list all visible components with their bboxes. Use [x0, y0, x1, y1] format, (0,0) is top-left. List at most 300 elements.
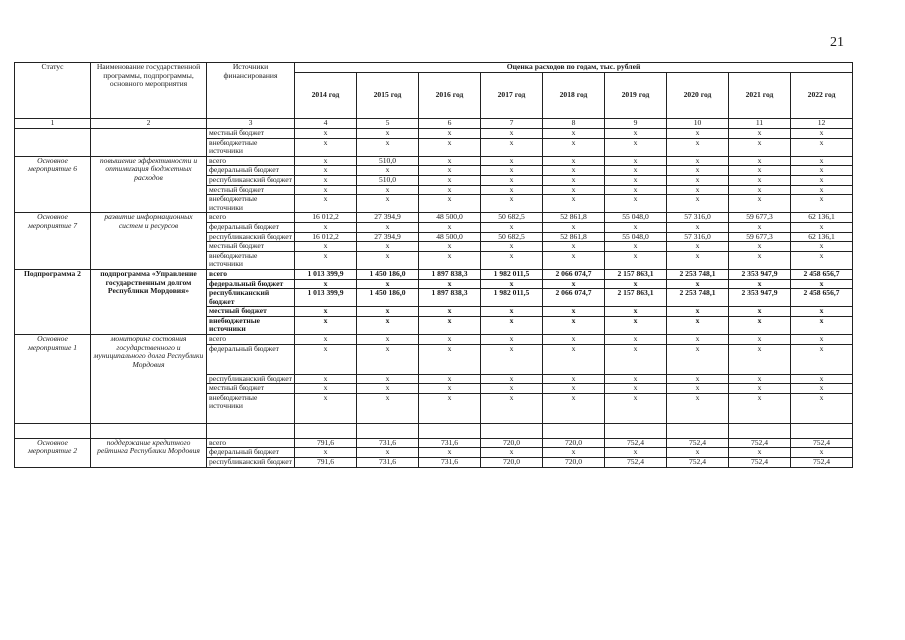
- amount-cell: 1 897 838,3: [419, 289, 481, 307]
- amount-cell: х: [543, 448, 605, 458]
- amount-cell: х: [357, 251, 419, 269]
- amount-cell: х: [791, 175, 853, 185]
- amount-cell: х: [729, 393, 791, 423]
- amount-cell: х: [357, 384, 419, 394]
- amount-cell: х: [791, 138, 853, 156]
- amount-cell: х: [419, 222, 481, 232]
- row-status: Основное мероприятие 1: [15, 335, 91, 424]
- amount-cell: х: [605, 185, 667, 195]
- amount-cell: 752,4: [605, 438, 667, 448]
- amount-cell: 2 253 748,1: [667, 289, 729, 307]
- amount-cell: х: [357, 344, 419, 374]
- header-year: 2015 год: [357, 73, 419, 119]
- amount-cell: х: [543, 307, 605, 317]
- header-year: 2022 год: [791, 73, 853, 119]
- amount-cell: х: [543, 335, 605, 345]
- amount-cell: х: [481, 166, 543, 176]
- amount-cell: х: [543, 374, 605, 384]
- amount-cell: 27 394,9: [357, 232, 419, 242]
- amount-cell: 52 861,8: [543, 232, 605, 242]
- funding-source: местный бюджет: [207, 185, 295, 195]
- amount-cell: 62 136,1: [791, 232, 853, 242]
- funding-source: внебюджетные источники: [207, 393, 295, 423]
- amount-cell: х: [667, 195, 729, 213]
- amount-cell: 2 353 947,9: [729, 289, 791, 307]
- amount-cell: х: [543, 316, 605, 334]
- amount-cell: 27 394,9: [357, 213, 419, 223]
- amount-cell: х: [543, 175, 605, 185]
- amount-cell: 2 066 074,7: [543, 269, 605, 279]
- empty-cell: [207, 423, 295, 438]
- column-index: 1: [15, 119, 91, 129]
- funding-source: внебюджетные источники: [207, 138, 295, 156]
- funding-source: республиканский бюджет: [207, 175, 295, 185]
- amount-cell: х: [791, 279, 853, 289]
- amount-cell: х: [481, 138, 543, 156]
- amount-cell: х: [543, 138, 605, 156]
- table-body: [15, 129, 853, 468]
- row-status: Основное мероприятие 6: [15, 156, 91, 213]
- header-year: 2016 год: [419, 73, 481, 119]
- amount-cell: х: [605, 242, 667, 252]
- column-index: 6: [419, 119, 481, 129]
- table-row: [15, 213, 853, 223]
- amount-cell: х: [605, 344, 667, 374]
- amount-cell: х: [543, 242, 605, 252]
- amount-cell: 1 013 399,9: [295, 269, 357, 279]
- amount-cell: х: [357, 307, 419, 317]
- amount-cell: х: [419, 307, 481, 317]
- amount-cell: х: [729, 175, 791, 185]
- amount-cell: х: [605, 374, 667, 384]
- amount-cell: 52 861,8: [543, 213, 605, 223]
- header-estimate: Оценка расходов по годам, тыс. рублей: [295, 63, 853, 73]
- column-index: 7: [481, 119, 543, 129]
- amount-cell: х: [295, 242, 357, 252]
- funding-source: внебюджетные источники: [207, 195, 295, 213]
- table-row: [15, 438, 853, 448]
- amount-cell: х: [667, 307, 729, 317]
- amount-cell: х: [605, 175, 667, 185]
- amount-cell: х: [419, 242, 481, 252]
- amount-cell: х: [667, 384, 729, 394]
- amount-cell: х: [357, 374, 419, 384]
- funding-source: республиканский бюджет: [207, 232, 295, 242]
- funding-source: всего: [207, 438, 295, 448]
- amount-cell: х: [419, 335, 481, 345]
- empty-cell: [481, 423, 543, 438]
- row-activity-name: [91, 129, 207, 157]
- amount-cell: 720,0: [481, 458, 543, 468]
- funding-source: внебюджетные источники: [207, 316, 295, 334]
- amount-cell: х: [357, 195, 419, 213]
- column-index: 4: [295, 119, 357, 129]
- amount-cell: х: [667, 166, 729, 176]
- amount-cell: 731,6: [357, 458, 419, 468]
- header-year: 2020 год: [667, 73, 729, 119]
- amount-cell: х: [543, 129, 605, 139]
- amount-cell: 62 136,1: [791, 213, 853, 223]
- amount-cell: х: [791, 185, 853, 195]
- amount-cell: х: [791, 335, 853, 345]
- amount-cell: х: [295, 384, 357, 394]
- page-number: 21: [830, 35, 844, 50]
- header-year: 2018 год: [543, 73, 605, 119]
- empty-cell: [605, 423, 667, 438]
- funding-source: федеральный бюджет: [207, 166, 295, 176]
- header-year: 2014 год: [295, 73, 357, 119]
- amount-cell: х: [295, 374, 357, 384]
- column-index: 5: [357, 119, 419, 129]
- amount-cell: 752,4: [605, 458, 667, 468]
- table-row: [15, 156, 853, 166]
- amount-cell: х: [791, 166, 853, 176]
- amount-cell: х: [791, 374, 853, 384]
- funding-source: федеральный бюджет: [207, 279, 295, 289]
- amount-cell: х: [791, 222, 853, 232]
- amount-cell: х: [481, 251, 543, 269]
- column-index: 12: [791, 119, 853, 129]
- amount-cell: х: [419, 166, 481, 176]
- amount-cell: х: [729, 448, 791, 458]
- amount-cell: х: [481, 175, 543, 185]
- amount-cell: х: [419, 195, 481, 213]
- amount-cell: 55 048,0: [605, 232, 667, 242]
- amount-cell: х: [667, 393, 729, 423]
- amount-cell: х: [605, 138, 667, 156]
- amount-cell: х: [481, 195, 543, 213]
- amount-cell: х: [605, 279, 667, 289]
- amount-cell: 50 682,5: [481, 213, 543, 223]
- amount-cell: х: [667, 138, 729, 156]
- amount-cell: х: [543, 195, 605, 213]
- header-year: 2019 год: [605, 73, 667, 119]
- amount-cell: х: [791, 195, 853, 213]
- amount-cell: х: [543, 384, 605, 394]
- row-status: Основное мероприятие 7: [15, 213, 91, 270]
- amount-cell: х: [729, 344, 791, 374]
- amount-cell: х: [481, 242, 543, 252]
- amount-cell: х: [729, 138, 791, 156]
- amount-cell: х: [481, 156, 543, 166]
- amount-cell: 752,4: [667, 438, 729, 448]
- amount-cell: 2 353 947,9: [729, 269, 791, 279]
- amount-cell: х: [605, 335, 667, 345]
- amount-cell: 720,0: [543, 458, 605, 468]
- amount-cell: х: [419, 384, 481, 394]
- amount-cell: х: [295, 129, 357, 139]
- amount-cell: х: [605, 195, 667, 213]
- amount-cell: х: [791, 384, 853, 394]
- amount-cell: х: [667, 335, 729, 345]
- header-year: 2021 год: [729, 73, 791, 119]
- amount-cell: х: [605, 129, 667, 139]
- amount-cell: х: [481, 374, 543, 384]
- amount-cell: х: [667, 175, 729, 185]
- amount-cell: х: [729, 195, 791, 213]
- funding-source: местный бюджет: [207, 129, 295, 139]
- amount-cell: 2 066 074,7: [543, 289, 605, 307]
- amount-cell: х: [295, 316, 357, 334]
- amount-cell: х: [481, 344, 543, 374]
- amount-cell: х: [357, 129, 419, 139]
- amount-cell: х: [543, 185, 605, 195]
- amount-cell: х: [729, 185, 791, 195]
- amount-cell: х: [791, 316, 853, 334]
- column-index: 3: [207, 119, 295, 129]
- amount-cell: х: [543, 251, 605, 269]
- header-year: 2017 год: [481, 73, 543, 119]
- amount-cell: 57 316,0: [667, 213, 729, 223]
- amount-cell: х: [667, 344, 729, 374]
- funding-source: всего: [207, 269, 295, 279]
- amount-cell: х: [605, 222, 667, 232]
- amount-cell: х: [481, 307, 543, 317]
- amount-cell: х: [295, 185, 357, 195]
- amount-cell: 510,0: [357, 175, 419, 185]
- amount-cell: х: [481, 335, 543, 345]
- amount-cell: х: [791, 448, 853, 458]
- amount-cell: 1 982 011,5: [481, 289, 543, 307]
- column-index: 9: [605, 119, 667, 129]
- funding-source: внебюджетные источники: [207, 251, 295, 269]
- amount-cell: х: [791, 344, 853, 374]
- amount-cell: х: [357, 185, 419, 195]
- amount-cell: 1 013 399,9: [295, 289, 357, 307]
- amount-cell: 752,4: [729, 458, 791, 468]
- amount-cell: х: [419, 344, 481, 374]
- amount-cell: х: [605, 166, 667, 176]
- amount-cell: х: [605, 251, 667, 269]
- empty-cell: [91, 423, 207, 438]
- amount-cell: х: [729, 307, 791, 317]
- amount-cell: х: [667, 242, 729, 252]
- amount-cell: 2 458 656,7: [791, 289, 853, 307]
- column-index: 11: [729, 119, 791, 129]
- amount-cell: х: [481, 448, 543, 458]
- amount-cell: х: [729, 251, 791, 269]
- amount-cell: х: [791, 393, 853, 423]
- column-index: 2: [91, 119, 207, 129]
- amount-cell: х: [605, 384, 667, 394]
- empty-cell: [357, 423, 419, 438]
- amount-cell: 57 316,0: [667, 232, 729, 242]
- amount-cell: х: [357, 316, 419, 334]
- amount-cell: 16 012,2: [295, 213, 357, 223]
- amount-cell: х: [295, 307, 357, 317]
- amount-cell: х: [667, 129, 729, 139]
- amount-cell: х: [543, 166, 605, 176]
- amount-cell: х: [667, 251, 729, 269]
- amount-cell: 2 458 656,7: [791, 269, 853, 279]
- funding-source: всего: [207, 156, 295, 166]
- amount-cell: х: [667, 156, 729, 166]
- amount-cell: х: [295, 335, 357, 345]
- amount-cell: х: [667, 185, 729, 195]
- amount-cell: х: [729, 156, 791, 166]
- amount-cell: 59 677,3: [729, 232, 791, 242]
- empty-cell: [791, 423, 853, 438]
- amount-cell: 50 682,5: [481, 232, 543, 242]
- amount-cell: 2 157 863,1: [605, 289, 667, 307]
- amount-cell: х: [295, 251, 357, 269]
- row-activity-name: развитие информационных систем и ресурсов: [91, 213, 207, 270]
- amount-cell: х: [419, 316, 481, 334]
- amount-cell: 1 450 186,0: [357, 289, 419, 307]
- amount-cell: х: [419, 448, 481, 458]
- amount-cell: х: [295, 393, 357, 423]
- amount-cell: х: [729, 384, 791, 394]
- amount-cell: 48 500,0: [419, 232, 481, 242]
- amount-cell: х: [791, 242, 853, 252]
- amount-cell: х: [605, 316, 667, 334]
- amount-cell: 720,0: [543, 438, 605, 448]
- amount-cell: х: [543, 156, 605, 166]
- amount-cell: х: [295, 344, 357, 374]
- amount-cell: х: [667, 279, 729, 289]
- amount-cell: 16 012,2: [295, 232, 357, 242]
- funding-source: республиканский бюджет: [207, 289, 295, 307]
- amount-cell: 2 253 748,1: [667, 269, 729, 279]
- amount-cell: х: [357, 138, 419, 156]
- amount-cell: х: [357, 335, 419, 345]
- amount-cell: 752,4: [791, 458, 853, 468]
- amount-cell: х: [357, 222, 419, 232]
- amount-cell: х: [543, 279, 605, 289]
- budget-table: [14, 62, 853, 468]
- amount-cell: х: [729, 335, 791, 345]
- amount-cell: 720,0: [481, 438, 543, 448]
- amount-cell: х: [791, 129, 853, 139]
- empty-cell: [295, 423, 357, 438]
- amount-cell: х: [357, 242, 419, 252]
- amount-cell: х: [729, 222, 791, 232]
- column-index: 10: [667, 119, 729, 129]
- header-sources: Источники финансирования: [207, 63, 295, 119]
- amount-cell: х: [729, 279, 791, 289]
- amount-cell: х: [419, 129, 481, 139]
- amount-cell: х: [543, 344, 605, 374]
- amount-cell: 752,4: [791, 438, 853, 448]
- amount-cell: 59 677,3: [729, 213, 791, 223]
- amount-cell: х: [295, 156, 357, 166]
- amount-cell: х: [667, 374, 729, 384]
- amount-cell: х: [791, 156, 853, 166]
- amount-cell: х: [605, 156, 667, 166]
- funding-source: всего: [207, 213, 295, 223]
- amount-cell: х: [481, 393, 543, 423]
- amount-cell: х: [357, 279, 419, 289]
- empty-cell: [15, 423, 91, 438]
- funding-source: федеральный бюджет: [207, 448, 295, 458]
- amount-cell: х: [419, 393, 481, 423]
- amount-cell: 510,0: [357, 156, 419, 166]
- amount-cell: х: [419, 251, 481, 269]
- funding-source: республиканский бюджет: [207, 458, 295, 468]
- amount-cell: 752,4: [729, 438, 791, 448]
- amount-cell: 1 982 011,5: [481, 269, 543, 279]
- amount-cell: 1 897 838,3: [419, 269, 481, 279]
- amount-cell: 55 048,0: [605, 213, 667, 223]
- amount-cell: х: [357, 166, 419, 176]
- header-status: Статус: [15, 63, 91, 119]
- funding-source: федеральный бюджет: [207, 344, 295, 374]
- amount-cell: х: [481, 384, 543, 394]
- amount-cell: х: [543, 393, 605, 423]
- amount-cell: х: [295, 222, 357, 232]
- amount-cell: 791,6: [295, 438, 357, 448]
- amount-cell: х: [605, 393, 667, 423]
- row-activity-name: поддержание кредитного рейтинга Республики Мордовия: [91, 438, 207, 467]
- amount-cell: х: [667, 316, 729, 334]
- amount-cell: х: [419, 374, 481, 384]
- row-status: [15, 129, 91, 157]
- amount-cell: х: [605, 448, 667, 458]
- funding-source: всего: [207, 335, 295, 345]
- amount-cell: 752,4: [667, 458, 729, 468]
- amount-cell: х: [419, 279, 481, 289]
- empty-cell: [667, 423, 729, 438]
- amount-cell: х: [667, 222, 729, 232]
- row-activity-name: мониторинг состояния государственного и муниципального долга Республики Мордовия: [91, 335, 207, 424]
- funding-source: местный бюджет: [207, 242, 295, 252]
- amount-cell: 731,6: [419, 458, 481, 468]
- amount-cell: х: [729, 166, 791, 176]
- amount-cell: х: [791, 307, 853, 317]
- amount-cell: х: [791, 251, 853, 269]
- amount-cell: х: [481, 185, 543, 195]
- row-activity-name: подпрограмма «Управление государственным долгом Республики Мордовия»: [91, 269, 207, 334]
- amount-cell: х: [419, 156, 481, 166]
- row-activity-name: повышение эффективности и оптимизация бюджетных расходов: [91, 156, 207, 213]
- amount-cell: х: [295, 166, 357, 176]
- table-row: [15, 335, 853, 345]
- amount-cell: 731,6: [419, 438, 481, 448]
- table-row: [15, 129, 853, 139]
- amount-cell: х: [729, 129, 791, 139]
- amount-cell: х: [419, 138, 481, 156]
- row-status: Подпрограмма 2: [15, 269, 91, 334]
- amount-cell: х: [481, 129, 543, 139]
- amount-cell: х: [543, 222, 605, 232]
- header-name: Наименование государственной программы, подпрограммы, основного мероприятия: [91, 63, 207, 119]
- amount-cell: х: [295, 138, 357, 156]
- funding-source: республиканский бюджет: [207, 374, 295, 384]
- amount-cell: х: [481, 316, 543, 334]
- amount-cell: х: [729, 242, 791, 252]
- amount-cell: 48 500,0: [419, 213, 481, 223]
- amount-cell: 731,6: [357, 438, 419, 448]
- table-row: [15, 269, 853, 279]
- amount-cell: 791,6: [295, 458, 357, 468]
- amount-cell: х: [481, 222, 543, 232]
- row-status: Основное мероприятие 2: [15, 438, 91, 467]
- amount-cell: х: [357, 448, 419, 458]
- amount-cell: х: [605, 307, 667, 317]
- amount-cell: х: [419, 185, 481, 195]
- amount-cell: х: [667, 448, 729, 458]
- amount-cell: х: [295, 175, 357, 185]
- funding-source: федеральный бюджет: [207, 222, 295, 232]
- amount-cell: х: [419, 175, 481, 185]
- amount-cell: х: [295, 195, 357, 213]
- amount-cell: 2 157 863,1: [605, 269, 667, 279]
- amount-cell: х: [729, 316, 791, 334]
- empty-cell: [543, 423, 605, 438]
- amount-cell: х: [729, 374, 791, 384]
- amount-cell: х: [295, 448, 357, 458]
- amount-cell: х: [295, 279, 357, 289]
